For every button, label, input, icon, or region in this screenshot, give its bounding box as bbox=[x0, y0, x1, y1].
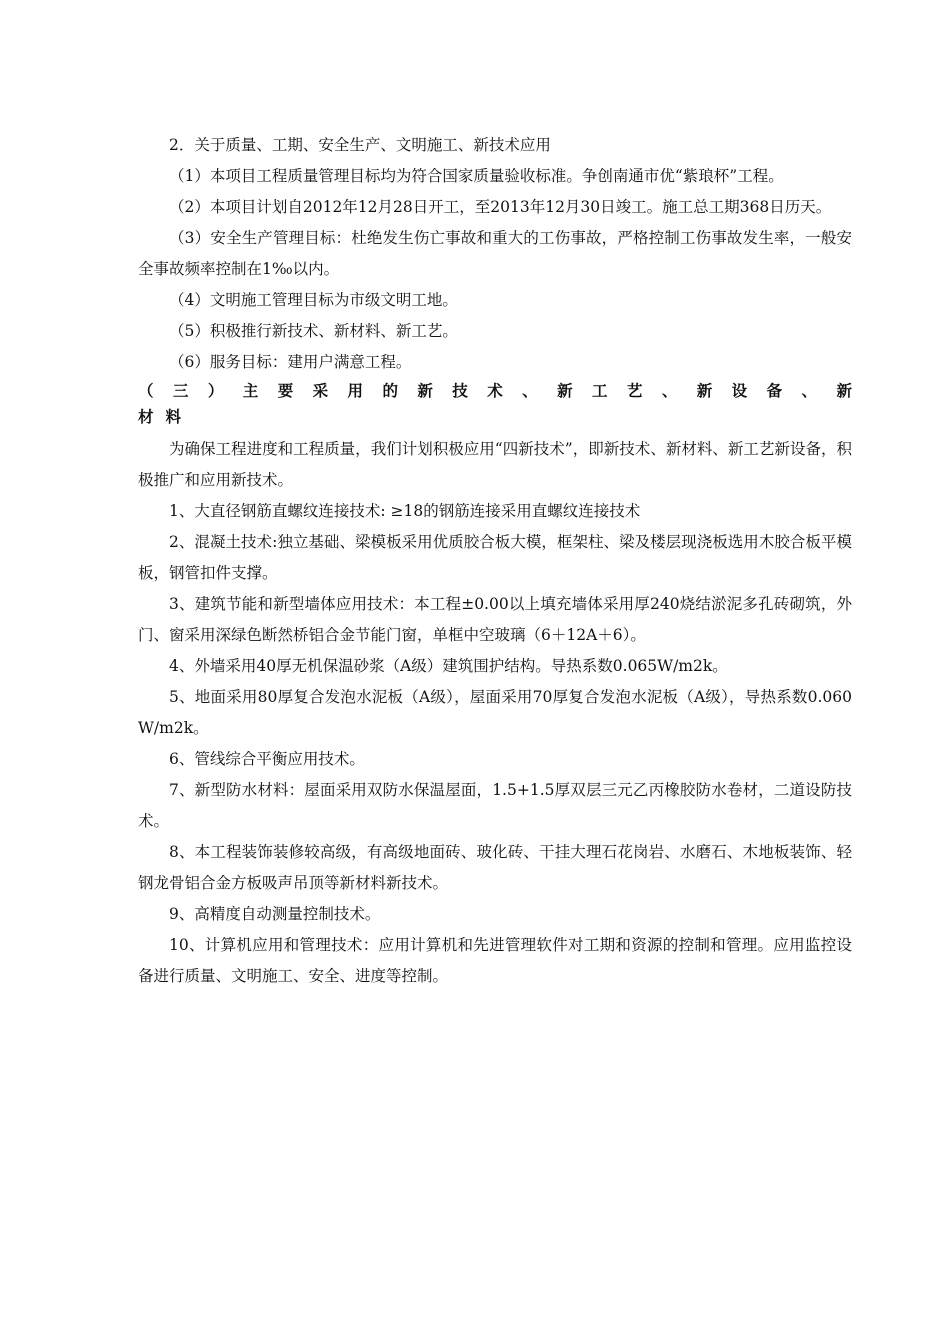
heading-char: 、 bbox=[661, 382, 678, 400]
heading-char: 设 bbox=[731, 382, 748, 400]
section2-item-6: （6）服务目标：建用户满意工程。 bbox=[169, 353, 412, 371]
section3-item-3: 3、建筑节能和新型墙体应用技术：本工程±0.00以上填充墙体采用厚240烧结淤泥多孔砖砌筑，外门、窗采用深绿色断然桥铝合金节能门窗，单框中空玻璃（6＋12A＋6）。 bbox=[138, 595, 852, 644]
section2-item-5: （5）积极推行新技术、新材料、新工艺。 bbox=[169, 322, 458, 340]
section3-heading-line2: 材料 bbox=[138, 408, 194, 426]
section3-intro: 为确保工程进度和工程质量，我们计划积极应用“四新技术”，即新技术、新材料、新工艺新设备，积极推广和应用新技术。 bbox=[138, 440, 852, 489]
heading-char: 新 bbox=[557, 382, 573, 400]
section2-item-3: （3）安全生产管理目标：杜绝发生伤亡事故和重大的工伤事故，严格控制工伤事故发生率，一般安全事故频率控制在1‰以内。 bbox=[138, 229, 852, 278]
section3-item-8: 8、本工程装饰装修较高级，有高级地面砖、玻化砖、干挂大理石花岗岩、水磨石、木地板装饰、轻钢龙骨铝合金方板吸声吊顶等新材料新技术。 bbox=[138, 843, 852, 892]
section3-item-4: 4、外墙采用40厚无机保温砂浆（A级）建筑围护结构。导热系数0.065W/m2k。 bbox=[169, 657, 728, 675]
heading-char: 的 bbox=[382, 382, 398, 400]
heading-char: 新 bbox=[417, 382, 433, 400]
heading-char: 新 bbox=[696, 382, 713, 400]
heading-char: （ bbox=[138, 382, 154, 400]
section2-item-1: （1）本项目工程质量管理目标均为符合国家质量验收标准。争创南通市优“紫琅杯”工程。 bbox=[169, 167, 784, 185]
heading-char: 主 bbox=[242, 382, 259, 400]
heading-char: 、 bbox=[522, 382, 538, 400]
heading-char: 、 bbox=[801, 382, 818, 400]
section2-item-2: （2）本项目计划自2012年12月28日开工，至2013年12月30日竣工。施工总工期368日历天。 bbox=[169, 198, 832, 216]
section3-item-7: 7、新型防水材料：屋面采用双防水保温屋面，1.5+1.5厚双层三元乙丙橡胶防水卷材，二道设防技术。 bbox=[138, 781, 852, 830]
document-body bbox=[138, 130, 852, 992]
heading-char: 工 bbox=[591, 382, 608, 400]
section3-item-10: 10、计算机应用和管理技术：应用计算机和先进管理软件对工期和资源的控制和管理。应用监控设备进行质量、文明施工、安全、进度等控制。 bbox=[138, 936, 852, 985]
heading-char: 备 bbox=[766, 382, 783, 400]
heading-char: 技 bbox=[452, 382, 468, 400]
heading-char: 采 bbox=[312, 382, 329, 400]
heading-char: 三 bbox=[172, 382, 189, 400]
heading-char: 术 bbox=[487, 382, 503, 400]
section2-item-4: （4）文明施工管理目标为市级文明工地。 bbox=[169, 291, 458, 309]
heading-char: 艺 bbox=[626, 382, 643, 400]
section3-item-2: 2、混凝土技术:独立基础、梁模板采用优质胶合板大模，框架柱、梁及楼层现浇板选用木胶合板平模板，钢管扣件支撑。 bbox=[138, 533, 852, 582]
heading-char: ） bbox=[207, 382, 224, 400]
heading-char: 用 bbox=[347, 382, 364, 400]
section3-heading bbox=[138, 378, 852, 430]
section3-item-6: 6、管线综合平衡应用技术。 bbox=[169, 750, 365, 768]
section3-item-5: 5、地面采用80厚复合发泡水泥板（A级），屋面采用70厚复合发泡水泥板（A级），导热系数0.060W/m2k。 bbox=[138, 688, 852, 737]
heading-char: 新 bbox=[836, 382, 852, 400]
section2-title: 2．关于质量、工期、安全生产、文明施工、新技术应用 bbox=[169, 136, 551, 154]
section3-item-9: 9、高精度自动测量控制技术。 bbox=[169, 905, 381, 923]
section3-item-1: 1、大直径钢筋直螺纹连接技术: ≥18的钢筋连接采用直螺纹连接技术 bbox=[169, 502, 641, 520]
heading-char: 要 bbox=[277, 382, 294, 400]
section3-heading-line1 bbox=[138, 378, 852, 404]
